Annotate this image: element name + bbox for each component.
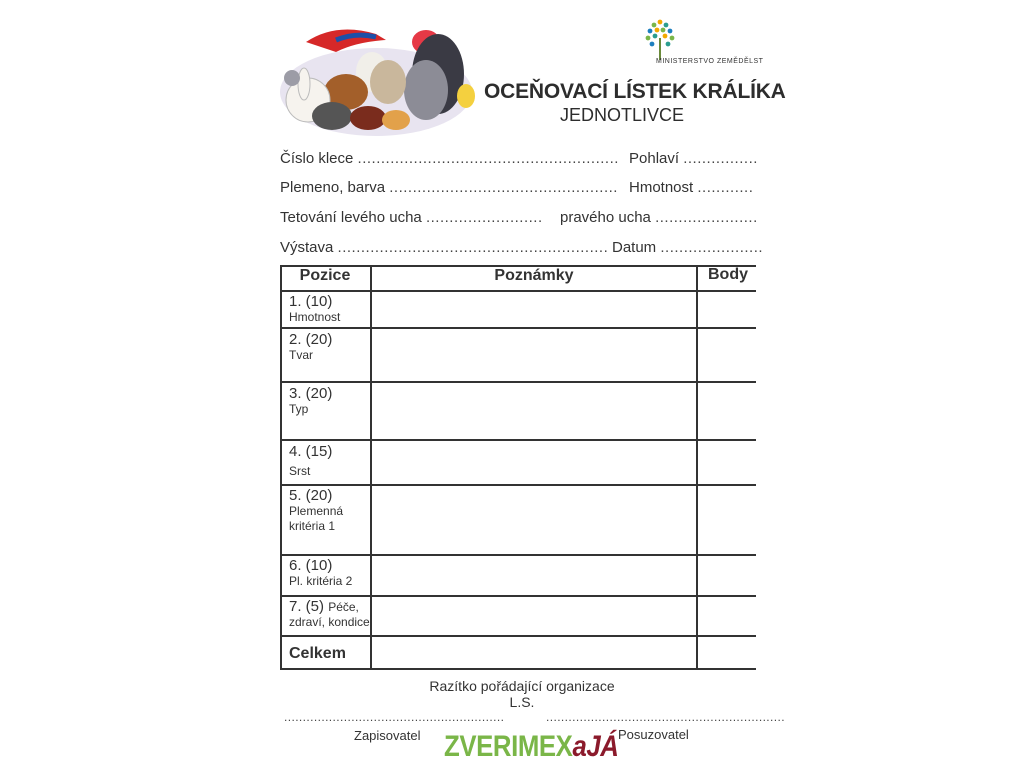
table-border bbox=[280, 484, 756, 486]
recorder-signature-line: ........................................................... bbox=[284, 710, 505, 724]
ministry-tree-logo bbox=[630, 14, 760, 74]
field-date bbox=[612, 239, 764, 256]
row-criterion: Plemenná kritéria 1 bbox=[289, 504, 344, 533]
table-border bbox=[280, 290, 756, 292]
table-border bbox=[280, 668, 756, 670]
row-coat bbox=[289, 443, 332, 479]
judge-label: Posuzovatel bbox=[618, 727, 689, 742]
recorder-label: Zapisovatel bbox=[354, 728, 421, 743]
row-criterion: Tvar bbox=[289, 348, 313, 362]
field-left-ear-tattoo bbox=[280, 209, 556, 226]
field-sex bbox=[629, 150, 760, 167]
row-score: 2. (20) bbox=[289, 331, 333, 348]
fill-line: ................ bbox=[683, 150, 758, 167]
field-cage-number bbox=[280, 150, 626, 167]
fill-line: ........................................................ bbox=[357, 150, 619, 167]
field-label: Datum bbox=[612, 239, 657, 256]
field-label: Pohlaví bbox=[629, 150, 680, 167]
ministry-name: MINISTERSTVO ZEMĚDĚLST bbox=[656, 58, 764, 65]
table-border bbox=[370, 265, 372, 670]
header-position: Pozice bbox=[299, 267, 351, 284]
row-shape bbox=[289, 331, 332, 363]
scoring-table bbox=[280, 265, 756, 670]
animals-illustration bbox=[276, 12, 476, 140]
row-breed-criteria-1 bbox=[289, 487, 353, 534]
row-care-health bbox=[289, 598, 370, 630]
table-border bbox=[280, 327, 756, 329]
field-label: Číslo klece bbox=[280, 150, 354, 167]
fill-line: ......................... bbox=[425, 209, 543, 226]
field-label: Tetování levého ucha bbox=[280, 209, 422, 226]
stamp-area bbox=[392, 678, 652, 710]
header-points: Body bbox=[708, 266, 748, 283]
row-total: Celkem bbox=[289, 645, 346, 662]
field-label: Výstava bbox=[280, 239, 334, 256]
row-score: 7. (5) bbox=[289, 598, 325, 615]
header-notes: Poznámky bbox=[494, 267, 574, 284]
row-criterion: Pl. kritéria 2 bbox=[289, 574, 353, 588]
field-label: Hmotnost bbox=[629, 179, 694, 196]
fill-line: ...................... bbox=[655, 209, 758, 226]
fill-line: ...................... bbox=[660, 239, 764, 256]
table-border bbox=[280, 381, 756, 383]
table-border bbox=[280, 265, 282, 670]
row-type bbox=[289, 385, 332, 417]
fill-line: ................................................. bbox=[389, 179, 618, 196]
row-criterion: zdraví, kondice bbox=[289, 615, 370, 629]
document-subtitle: JEDNOTLIVCE bbox=[559, 105, 685, 125]
row-score: 5. (20) bbox=[289, 487, 333, 504]
field-breed-color bbox=[280, 179, 626, 196]
fill-line: .......................................................... bbox=[337, 239, 609, 256]
stamp-label: Razítko pořádající organizace bbox=[429, 678, 615, 694]
row-score: 1. (10) bbox=[289, 293, 333, 310]
document-title: OCEŇOVACÍ LÍSTEK KRÁLÍKA bbox=[484, 80, 786, 103]
brand-main: ZVERIMEX bbox=[444, 730, 573, 763]
evaluation-sheet bbox=[262, 0, 786, 768]
row-criterion: Typ bbox=[289, 402, 309, 416]
table-border bbox=[280, 635, 756, 637]
field-right-ear-tattoo bbox=[560, 209, 760, 226]
row-criterion: Hmotnost bbox=[289, 310, 341, 324]
field-weight bbox=[629, 179, 760, 196]
brand-accent: aJÁ bbox=[572, 730, 619, 763]
table-border bbox=[280, 595, 756, 597]
table-border bbox=[280, 554, 756, 556]
table-border bbox=[280, 439, 756, 441]
row-breed-criteria-2 bbox=[289, 557, 352, 589]
judge-signature-line: ................................................................ bbox=[546, 710, 785, 724]
field-label: Plemeno, barva bbox=[280, 179, 386, 196]
table-border bbox=[696, 265, 698, 670]
field-show bbox=[280, 239, 609, 256]
row-score: 4. (15) bbox=[289, 443, 333, 460]
field-label: pravého ucha bbox=[560, 209, 651, 226]
row-weight bbox=[289, 293, 340, 325]
row-criterion-inline: Péče, bbox=[328, 600, 359, 614]
zverimex-logo bbox=[444, 730, 618, 764]
stamp-ls: L.S. bbox=[509, 694, 535, 710]
fill-line: ............ bbox=[697, 179, 754, 196]
row-score: 3. (20) bbox=[289, 385, 333, 402]
row-score: 6. (10) bbox=[289, 557, 333, 574]
row-criterion: Srst bbox=[289, 464, 311, 478]
